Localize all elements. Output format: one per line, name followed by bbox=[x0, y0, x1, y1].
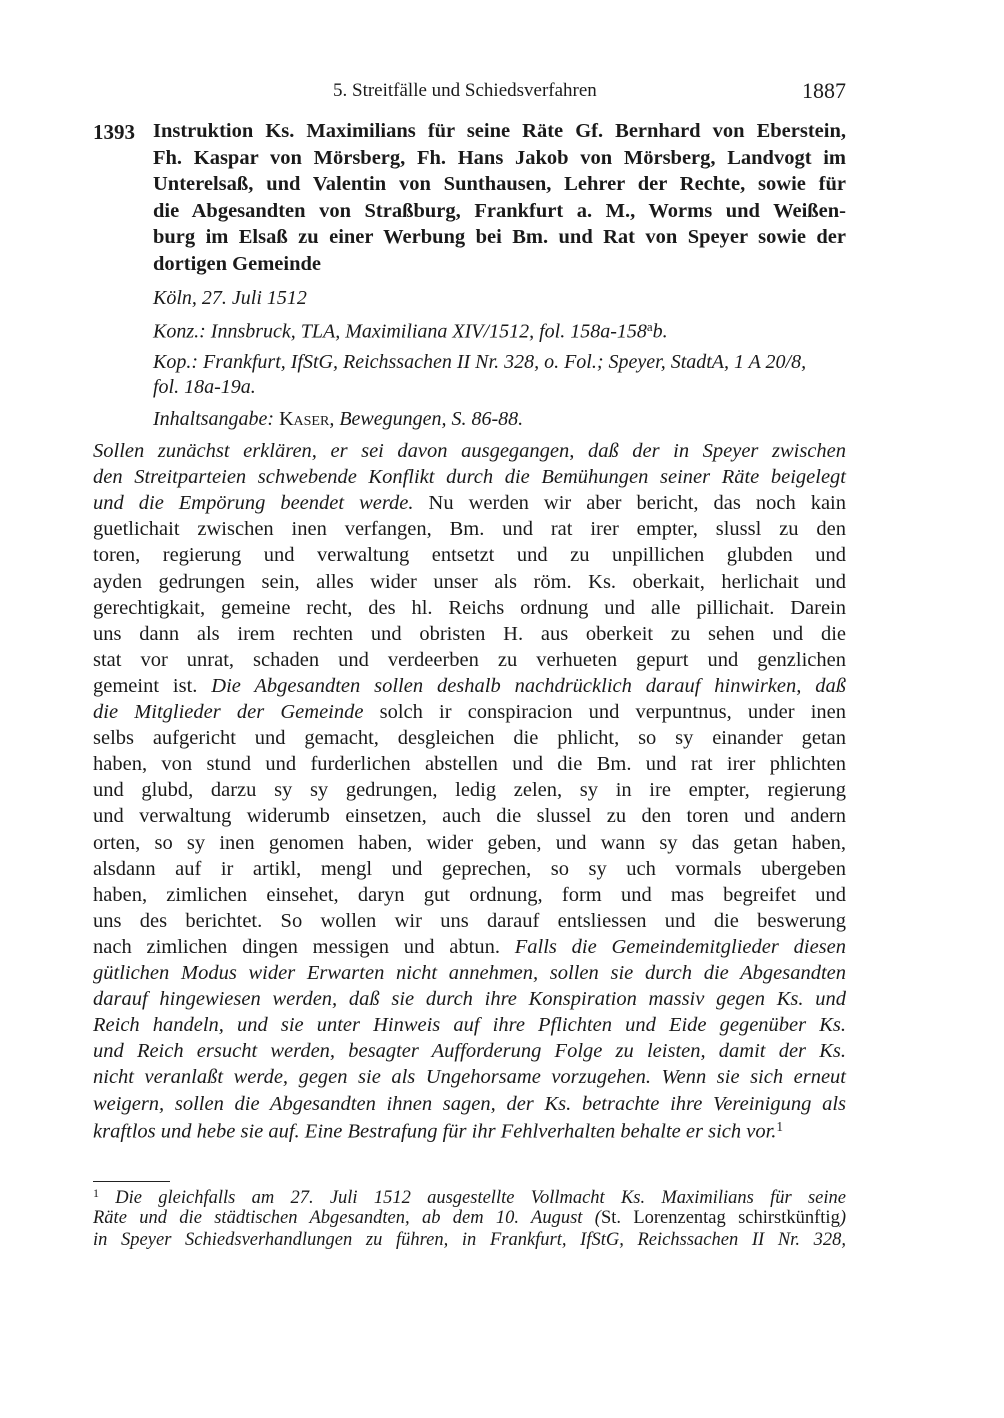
editorial-text: gütlichen Modus wider Erwarten nicht annehmen, sollen sie durch die Abgesandten bbox=[93, 962, 846, 984]
body-line bbox=[93, 466, 846, 489]
source-text: haben, zimlichen einsehet, daryn gut ordnung, form und mas begreifet und bbox=[93, 883, 846, 906]
footnote-marker: 1 bbox=[776, 1118, 784, 1134]
source-text: solch ir conspiracion und verpuntnus, under inen bbox=[363, 701, 846, 723]
body-line bbox=[93, 805, 846, 828]
footnote-line bbox=[93, 1208, 846, 1229]
body-line bbox=[93, 701, 846, 724]
title-line: burg im Elsaß zu einer Werbung bei Bm. und Rat von Speyer sowie der bbox=[153, 226, 846, 248]
source-text: orten, so sy inen genomen haben, wider geben, und wann sy das getan haben, bbox=[93, 831, 846, 854]
source-text: St. Lorenzentag schirstkünftig bbox=[600, 1208, 840, 1228]
source-text: gerechtigkait, gemeine recht, des hl. Reichs ordnung und alle pillichait. Darein bbox=[93, 596, 846, 619]
body-line bbox=[93, 936, 846, 959]
inhaltsangabe bbox=[153, 408, 523, 431]
source-text: selbs aufgericht und gemacht, desgleichen die phlicht, so sy einander getan bbox=[93, 727, 846, 750]
title-line: Unterelsaß, und Valentin von Sunthausen, Lehrer der Rechte, sowie für bbox=[153, 173, 846, 195]
document-number: 1393 bbox=[93, 120, 135, 144]
source-text: stat vor unrat, schaden und verdeerben zu verhueten gepurt und genzlichen bbox=[93, 648, 846, 671]
body-line bbox=[93, 518, 846, 541]
editorial-text: Sollen zunächst erklären, er sei davon ausgegangen, daß der in Speyer zwischen bbox=[93, 440, 846, 462]
place-date: Köln, 27. Juli 1512 bbox=[153, 287, 307, 309]
title-line: dortigen Gemeinde bbox=[153, 252, 321, 275]
body-line bbox=[93, 910, 846, 933]
body-line bbox=[93, 571, 846, 594]
source-text: und verwaltung widerumb einsetzen, auch die slussel zu den toren und andern bbox=[93, 805, 846, 828]
body-line bbox=[93, 492, 846, 515]
body-line bbox=[93, 988, 846, 1011]
source-text: und glubd, darzu sy sy gedrungen, ledig zelen, sy in ire empter, regierung bbox=[93, 779, 846, 802]
editorial-text: kraftlos und hebe sie auf. Eine Bestrafung für ihr Fehlverhalten behalte er sich vor. bbox=[93, 1120, 777, 1143]
source-text: Nu werden wir aber bericht, das noch kain bbox=[413, 492, 847, 515]
kopie-source-line-1: Kop.: Frankfurt, IfStG, Reichssachen II Nr. 328, o. Fol.; Speyer, StadtA, 1 A 20/8, bbox=[153, 351, 807, 373]
footnote-line bbox=[93, 1186, 846, 1209]
body-line bbox=[93, 544, 846, 567]
page-number: 1887 bbox=[802, 78, 846, 103]
editorial-text: Falls die Gemeindemitglieder diesen bbox=[514, 935, 846, 958]
editorial-text: die Mitglieder der Gemeinde bbox=[93, 701, 364, 723]
editorial-text: Die gleichfalls am 27. Juli 1512 ausgestellte Vollmacht Ks. Maximilians für seine bbox=[99, 1188, 846, 1208]
source-text: guetlichait zwischen inen verfangen, Bm. und rat irer empter, slussl zu den bbox=[93, 518, 846, 541]
konzept-superscript: a bbox=[646, 319, 653, 334]
footnote-marker: 1 bbox=[93, 1186, 100, 1200]
editorial-text: und Reich ersucht werden, besagter Aufforderung Folge zu leisten, damit der Ks. bbox=[93, 1040, 846, 1063]
footnote-rule bbox=[93, 1181, 170, 1182]
source-text: gemeint ist. bbox=[93, 674, 212, 697]
body-line bbox=[93, 623, 846, 646]
running-title: 5. Streitfälle und Schiedsverfahren bbox=[333, 80, 597, 101]
source-text: haben, von stund und furderlichen abstellen und die Bm. und rat irer phlichten bbox=[93, 753, 846, 776]
editorial-text: und die Empörung beendet werde. bbox=[93, 492, 414, 515]
body-line bbox=[93, 753, 846, 776]
source-text: ayden gedrungen sein, alles wider unser als röm. Ks. oberkait, herlichait und bbox=[93, 570, 846, 593]
title-line: Fh. Kaspar von Mörsberg, Fh. Hans Jakob von Mörsberg, Landvogt im bbox=[153, 146, 846, 169]
source-text: uns dann als irem rechten und obristen H. aus oberkeit zu sehen und die bbox=[93, 622, 846, 645]
konzept-text: Konz.: Innsbruck, TLA, Maximiliana XIV/1512, fol. 158a-158 bbox=[153, 320, 647, 343]
editorial-text: Räte und die städtischen Abgesandten, ab dem 10. August ( bbox=[93, 1208, 601, 1228]
source-text: toren, regierung und verwaltung entsetzt und zu unpillichen glubden und bbox=[93, 544, 846, 567]
body-line bbox=[93, 1066, 846, 1089]
inhalt-label: Inhaltsangabe: bbox=[153, 408, 280, 430]
body-line bbox=[93, 727, 846, 750]
body-line bbox=[93, 649, 846, 672]
inhalt-author: Kaser bbox=[279, 408, 330, 430]
editorial-text: weigern, sollen die Abgesandten ihnen sagen, der Ks. betrachte ihre Vereinigung als bbox=[93, 1092, 846, 1115]
body-line bbox=[93, 1014, 846, 1037]
body-line bbox=[93, 884, 846, 907]
editorial-text: in Speyer Schiedsverhandlungen zu führen, in Frankfurt, IfStG, Reichssachen II Nr. 328, bbox=[93, 1230, 846, 1250]
source-text: nach zimlichen dingen messigen und abtun. bbox=[93, 935, 515, 958]
source-text: alsdann auf ir artikl, mengl und geprechen, so sy uch vormals ubergeben bbox=[93, 857, 846, 880]
body-line bbox=[93, 779, 846, 802]
body-line bbox=[93, 597, 846, 620]
inhalt-rest: , Bewegungen, S. 86-88. bbox=[329, 408, 524, 430]
source-text: uns des berichtet. So wollen wir uns darauf entsliessen und die beswerung bbox=[93, 909, 846, 932]
body-line bbox=[93, 832, 846, 855]
body-line bbox=[93, 440, 846, 463]
body-line bbox=[93, 858, 846, 881]
editorial-text: Reich handeln, und sie unter Hinweis auf ihre Pflichten und Eide gegenüber Ks. bbox=[93, 1014, 846, 1037]
title-line: die Abgesandten von Straßburg, Frankfurt a. M., Worms und Weißen- bbox=[153, 199, 846, 222]
body-line bbox=[93, 1040, 846, 1063]
body-line bbox=[93, 1119, 846, 1144]
editorial-text: darauf hingewiesen werden, daß sie durch ihre Konspiration massiv gegen Ks. und bbox=[93, 988, 846, 1011]
editorial-text: den Streitparteien schwebende Konflikt durch die Bemühungen seiner Räte beigelegt bbox=[93, 466, 846, 489]
konzept-source bbox=[153, 319, 668, 344]
editorial-text: Die Abgesandten sollen deshalb nachdrücklich darauf hinwirken, daß bbox=[211, 674, 846, 697]
body-line bbox=[93, 962, 846, 985]
konzept-text-end: b. bbox=[652, 320, 668, 343]
body-line bbox=[93, 1093, 846, 1116]
body-line bbox=[93, 675, 846, 698]
footnote-line bbox=[93, 1230, 846, 1251]
editorial-text: nicht veranlaßt werde, gegen sie als Ungehorsame vorzugehen. Wenn sie sich erneut bbox=[93, 1066, 846, 1089]
editorial-text: ) bbox=[839, 1208, 846, 1228]
kopie-source-line-2: fol. 18a-19a. bbox=[153, 376, 256, 398]
title-line: Instruktion Ks. Maximilians für seine Räte Gf. Bernhard von Eberstein, bbox=[153, 120, 846, 142]
